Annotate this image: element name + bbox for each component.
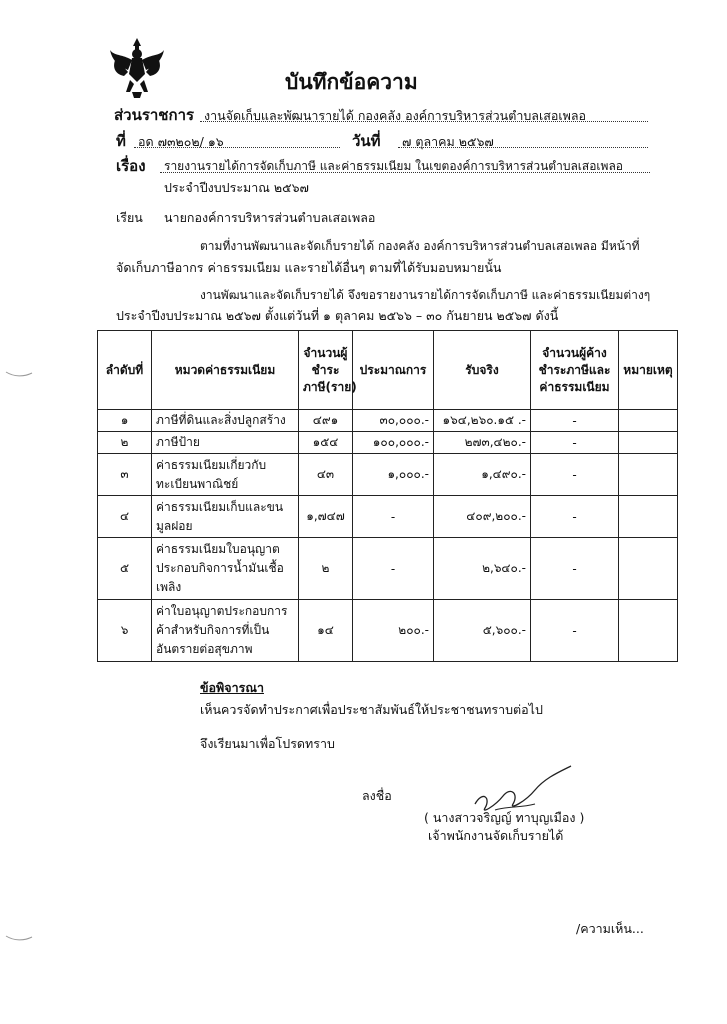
row-no: ๕ [98, 538, 152, 600]
subject-line-1: รายงานรายได้การจัดเก็บภาษี และค่าธรรมเนียม ในเขตองค์การบริหารส่วนตำบลเสอเพลอ [164, 159, 624, 173]
header-outstanding: จำนวนผู้ค้างชำระภาษีและค่าธรรมเนียม [531, 331, 619, 410]
table-header-row [98, 331, 678, 410]
row-no: ๒ [98, 432, 152, 454]
ref-dotline [134, 147, 340, 148]
scan-mark-icon [4, 934, 34, 942]
subject-dotline [160, 172, 650, 173]
row-category: ค่าธรรมเนียมใบอนุญาตประกอบกิจการน้ำมันเชื้อเพลิง [152, 538, 299, 600]
row-payers: ๑๕๔ [299, 432, 353, 454]
ref-value: อด ๗๓๒๐๒/ ๑๖ [138, 134, 224, 149]
row-outstanding: - [531, 432, 619, 454]
date-label: วันที่ [352, 132, 381, 150]
row-estimate: ๑,๐๐๐.- [353, 454, 434, 496]
row-category: ค่าธรรมเนียมเก็บและขนมูลฝอย [152, 496, 299, 538]
salutation-value: นายกองค์การบริหารส่วนตำบลเสอเพลอ [164, 210, 376, 225]
consider-text: เห็นควรจัดทำประกาศเพื่อประชาสัมพันธ์ให้ประชาชนทราบต่อไป [200, 702, 543, 717]
row-actual: ๒๗๓,๔๒๐.- [434, 432, 531, 454]
para1-line-2: จัดเก็บภาษีอากร ค่าธรรมเนียม และรายได้อื่นๆ ตามที่ได้รับมอบหมายนั้น [116, 260, 502, 275]
revenue-table [97, 330, 678, 662]
signature-label: ลงชื่อ [362, 788, 392, 803]
header-no: ลำดับที่ [98, 331, 152, 410]
row-estimate: ๑๐๐,๐๐๐.- [353, 432, 434, 454]
header-actual: รับจริง [434, 331, 531, 410]
row-payers: ๔๓ [299, 454, 353, 496]
para2-line-2: ประจำปีงบประมาณ ๒๕๖๗ ตั้งแต่วันที่ ๑ ตุลาคม ๒๕๖๖ – ๓๐ กันยายน ๒๕๖๗ ดังนี้ [116, 308, 559, 323]
subject-line-2: ประจำปีงบประมาณ ๒๕๖๗ [164, 180, 309, 195]
signature-name: ( นางสาวจริญญ์ ทาบุญเมือง ) [424, 810, 585, 825]
agency-dotline [200, 121, 648, 122]
row-remark [619, 496, 678, 538]
ref-label: ที่ [116, 132, 126, 150]
row-outstanding: - [531, 600, 619, 662]
garuda-emblem-icon [108, 36, 166, 100]
row-actual: ๑,๔๙๐.- [434, 454, 531, 496]
document-title: บันทึกข้อความ [285, 70, 418, 94]
row-estimate: ๓๐,๐๐๐.- [353, 410, 434, 432]
row-outstanding: - [531, 496, 619, 538]
date-dotline [398, 147, 648, 148]
table-row [98, 410, 678, 432]
agency-value: งานจัดเก็บและพัฒนารายได้ กองคลัง องค์การบริหารส่วนตำบลเสอเพลอ [204, 108, 587, 123]
consider-label: ข้อพิจารณา [200, 680, 264, 695]
closing-text: จึงเรียนมาเพื่อโปรดทราบ [200, 736, 335, 751]
table-row [98, 496, 678, 538]
row-outstanding: - [531, 410, 619, 432]
row-payers: ๑๔ [299, 600, 353, 662]
table-row [98, 600, 678, 662]
row-remark [619, 600, 678, 662]
scan-mark-icon [4, 370, 34, 378]
salutation-label: เรียน [116, 210, 143, 225]
row-remark [619, 538, 678, 600]
row-outstanding: - [531, 454, 619, 496]
row-estimate: - [353, 538, 434, 600]
row-estimate: ๒๐๐.- [353, 600, 434, 662]
row-category: ค่าธรรมเนียมเกี่ยวกับทะเบียนพาณิชย์ [152, 454, 299, 496]
para2-line-1: งานพัฒนาและจัดเก็บรายได้ จึงขอรายงานรายได้การจัดเก็บภาษี และค่าธรรมเนียมต่างๆ [200, 288, 651, 302]
table-row [98, 454, 678, 496]
row-payers: ๑,๗๔๗ [299, 496, 353, 538]
row-remark [619, 410, 678, 432]
row-no: ๖ [98, 600, 152, 662]
row-payers: ๔๙๑ [299, 410, 353, 432]
row-outstanding: - [531, 538, 619, 600]
header-estimate: ประมาณการ [353, 331, 434, 410]
row-estimate: - [353, 496, 434, 538]
row-actual: ๕,๖๐๐.- [434, 600, 531, 662]
para1-line-1: ตามที่งานพัฒนาและจัดเก็บรายได้ กองคลัง องค์การบริหารส่วนตำบลเสอเพลอ มีหน้าที่ [200, 239, 640, 253]
row-category: ค่าใบอนุญาตประกอบการค้าสำหรับกิจการที่เป็นอันตรายต่อสุขภาพ [152, 600, 299, 662]
row-no: ๔ [98, 496, 152, 538]
header-category: หมวดค่าธรรมเนียม [152, 331, 299, 410]
signature-position: เจ้าพนักงานจัดเก็บรายได้ [428, 828, 564, 843]
row-no: ๓ [98, 454, 152, 496]
row-payers: ๒ [299, 538, 353, 600]
row-remark [619, 454, 678, 496]
header-remark: หมายเหตุ [619, 331, 678, 410]
row-no: ๑ [98, 410, 152, 432]
header-payers: จำนวนผู้ชำระภาษี(ราย) [299, 331, 353, 410]
continued-marker: /ความเห็น... [576, 921, 644, 936]
row-actual: ๒,๖๔๐.- [434, 538, 531, 600]
date-value: ๗ ตุลาคม ๒๕๖๗ [402, 134, 494, 149]
row-category: ภาษีป้าย [152, 432, 299, 454]
table-row [98, 432, 678, 454]
row-actual: ๑๖๔,๒๖๐.๑๕ .- [434, 410, 531, 432]
row-remark [619, 432, 678, 454]
agency-label: ส่วนราชการ [114, 106, 195, 124]
row-category: ภาษีที่ดินและสิ่งปลูกสร้าง [152, 410, 299, 432]
table-row [98, 538, 678, 600]
subject-label: เรื่อง [116, 157, 146, 175]
row-actual: ๔๐๙,๒๐๐.- [434, 496, 531, 538]
